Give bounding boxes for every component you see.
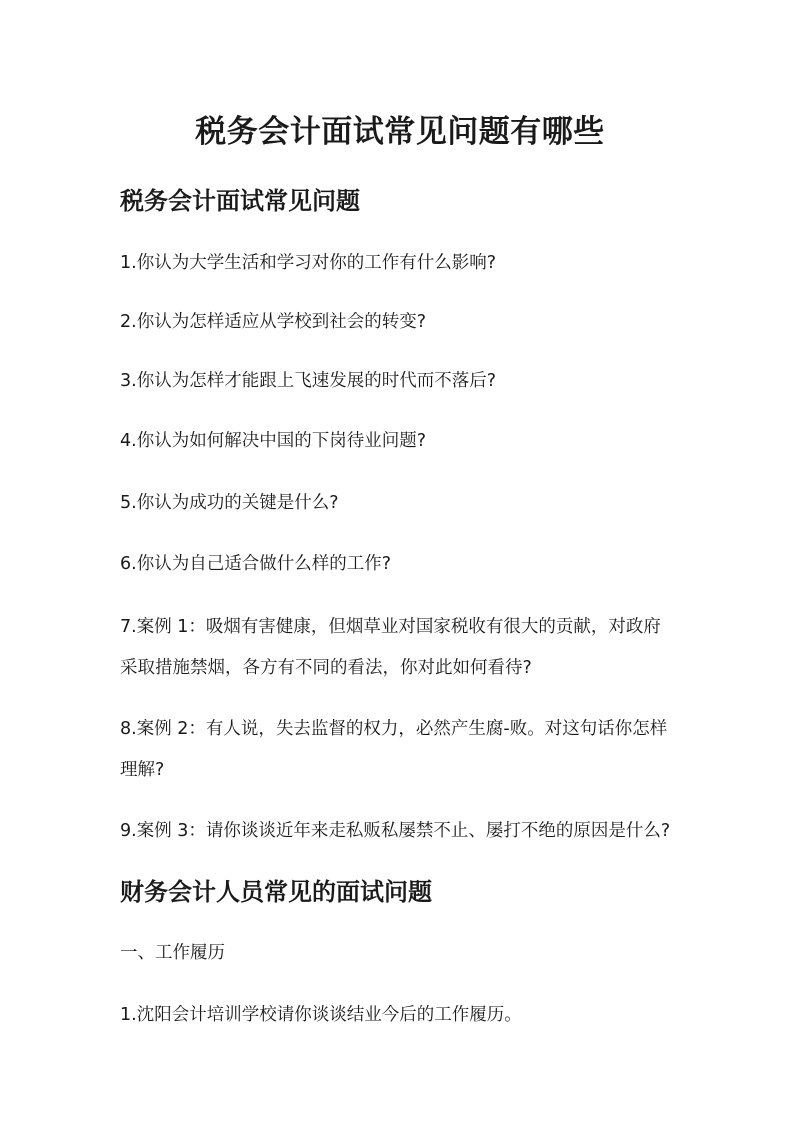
question-1: 1.你认为大学生活和学习对你的工作有什么影响? bbox=[120, 253, 496, 273]
question-5: 5.你认为成功的关键是什么? bbox=[120, 493, 339, 513]
question-8-line-1: 8.案例 2：有人说，失去监督的权力，必然产生腐-败。对这句话你怎样 bbox=[120, 719, 668, 739]
question-4: 4.你认为如何解决中国的下岗待业问题? bbox=[120, 431, 426, 451]
question-2: 2.你认为怎样适应从学校到社会的转变? bbox=[120, 312, 426, 332]
question-7-line-2: 采取措施禁烟，各方有不同的看法，你对此如何看待? bbox=[120, 658, 532, 678]
question-3: 3.你认为怎样才能跟上飞速发展的时代而不落后? bbox=[120, 371, 496, 391]
question-8-line-2: 理解? bbox=[120, 760, 165, 780]
section-heading-financial-accounting: 财务会计人员常见的面试问题 bbox=[120, 878, 432, 906]
section-heading-tax-accounting: 税务会计面试常见问题 bbox=[120, 187, 360, 215]
document-title: 税务会计面试常见问题有哪些 bbox=[195, 114, 605, 150]
question-9: 9.案例 3：请你谈谈近年来走私贩私屡禁不止、屡打不绝的原因是什么? bbox=[120, 821, 671, 841]
work-history-question-1: 1.沈阳会计培训学校请你谈谈结业今后的工作履历。 bbox=[120, 1005, 522, 1025]
question-6: 6.你认为自己适合做什么样的工作? bbox=[120, 554, 391, 574]
subsection-work-history: 一、工作履历 bbox=[120, 943, 225, 963]
question-7-line-1: 7.案例 1：吸烟有害健康，但烟草业对国家税收有很大的贡献，对政府 bbox=[120, 617, 661, 637]
